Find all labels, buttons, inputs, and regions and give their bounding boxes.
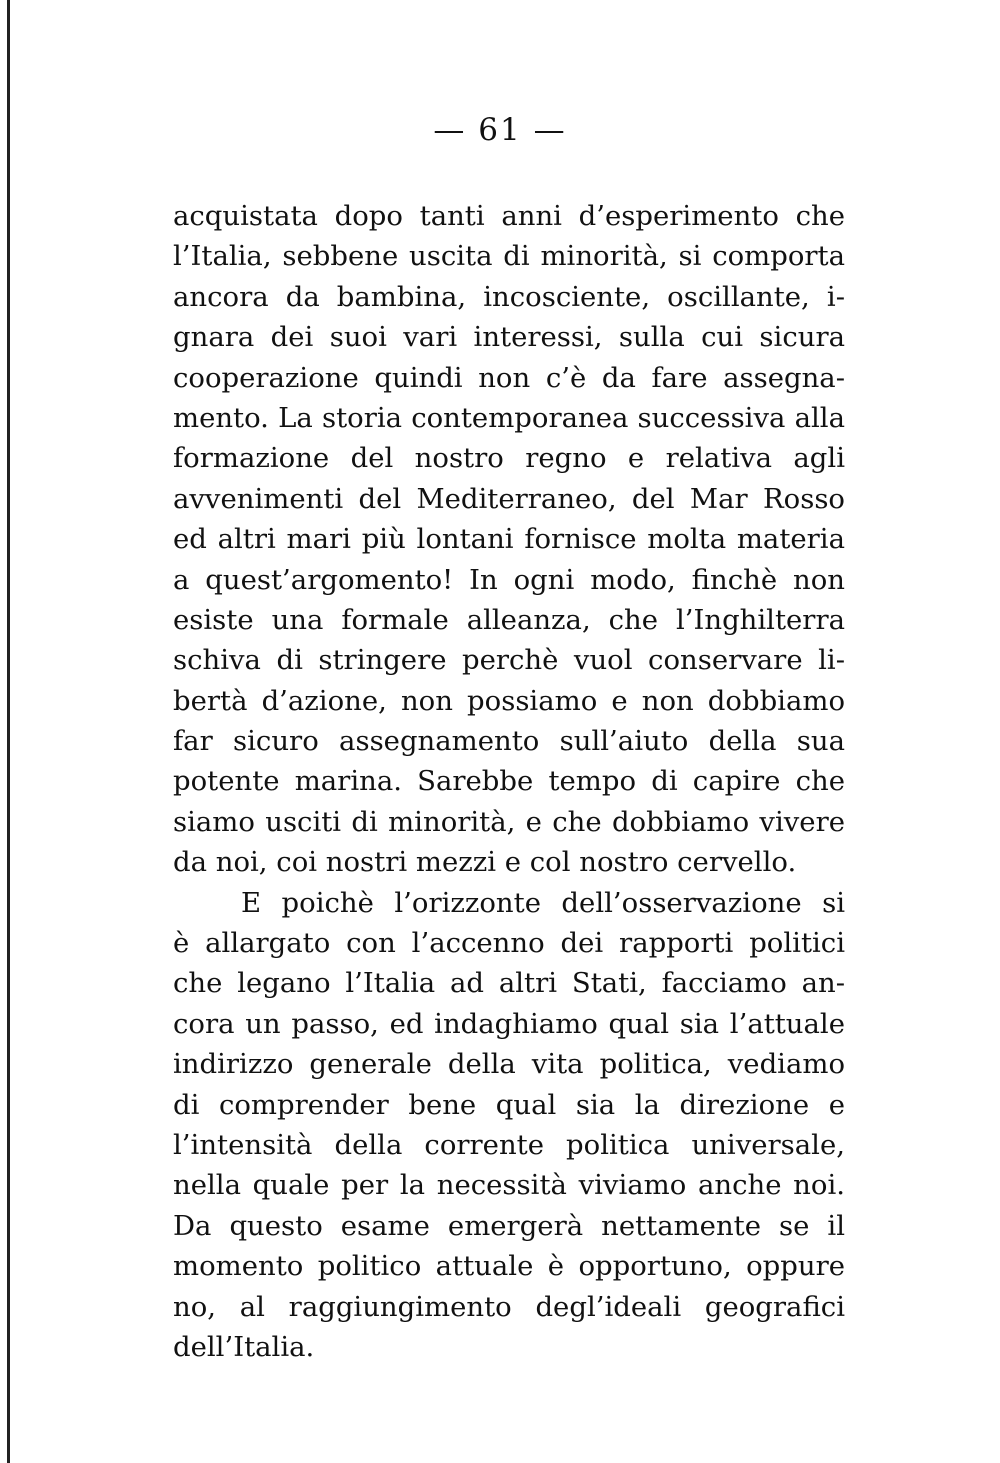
text-line: a quest’argomento! In ogni modo, finchè non xyxy=(173,563,845,596)
text-line: momento politico attuale è opportuno, oppure xyxy=(173,1250,845,1283)
text-line: nella quale per la necessità viviamo anche noi. xyxy=(173,1169,845,1202)
page-edge-line xyxy=(7,0,10,1463)
text-line: Da questo esame emergerà nettamente se il xyxy=(173,1209,845,1242)
text-line: acquistata dopo tanti anni d’esperimento che xyxy=(173,200,845,232)
text-line: ancora da bambina, incosciente, oscillante, i- xyxy=(173,280,845,313)
paragraph-start-line: E poichè l’orizzonte dell’osservazione si xyxy=(241,886,845,919)
text-line: far sicuro assegnamento sull’aiuto della sua xyxy=(173,725,845,758)
text-line: mento. La storia contemporanea successiva alla xyxy=(173,401,845,434)
body-text xyxy=(173,196,845,1367)
text-line: schiva di stringere perchè vuol conservare li- xyxy=(173,644,845,677)
text-line: è allargato con l’accenno dei rapporti politici xyxy=(173,927,845,960)
text-line: gnara dei suoi vari interessi, sulla cui sicura xyxy=(173,321,845,354)
text-line: esiste una formale alleanza, che l’Inghilterra xyxy=(173,603,845,636)
paragraph-end-line: da noi, coi nostri mezzi e col nostro cervello. xyxy=(173,846,797,879)
text-line: ed altri mari più lontani fornisce molta materia xyxy=(173,523,845,556)
page-number: — 61 — xyxy=(433,112,567,148)
text-line: bertà d’azione, non possiamo e non dobbiamo xyxy=(173,684,845,717)
text-line: cooperazione quindi non c’è da fare assegna- xyxy=(173,361,845,394)
text-line: indirizzo generale della vita politica, vediamo xyxy=(173,1048,845,1081)
text-line: di comprender bene qual sia la direzione e xyxy=(173,1088,845,1121)
text-line: cora un passo, ed indaghiamo qual sia l’attuale xyxy=(173,1007,845,1040)
text-line: l’Italia, sebbene uscita di minorità, si comporta xyxy=(173,240,845,273)
text-line: no, al raggiungimento degl’ideali geografici xyxy=(173,1290,845,1323)
text-line: avvenimenti del Mediterraneo, del Mar Rosso xyxy=(173,482,845,515)
text-line: che legano l’Italia ad altri Stati, facciamo an- xyxy=(173,967,845,1000)
text-line: potente marina. Sarebbe tempo di capire che xyxy=(173,765,845,798)
paragraph-end-line: dell’Italia. xyxy=(173,1330,315,1363)
text-line: formazione del nostro regno e relativa agli xyxy=(173,442,845,475)
text-line: siamo usciti di minorità, e che dobbiamo vivere xyxy=(173,805,845,838)
text-line: l’intensità della corrente politica universale, xyxy=(173,1128,845,1161)
